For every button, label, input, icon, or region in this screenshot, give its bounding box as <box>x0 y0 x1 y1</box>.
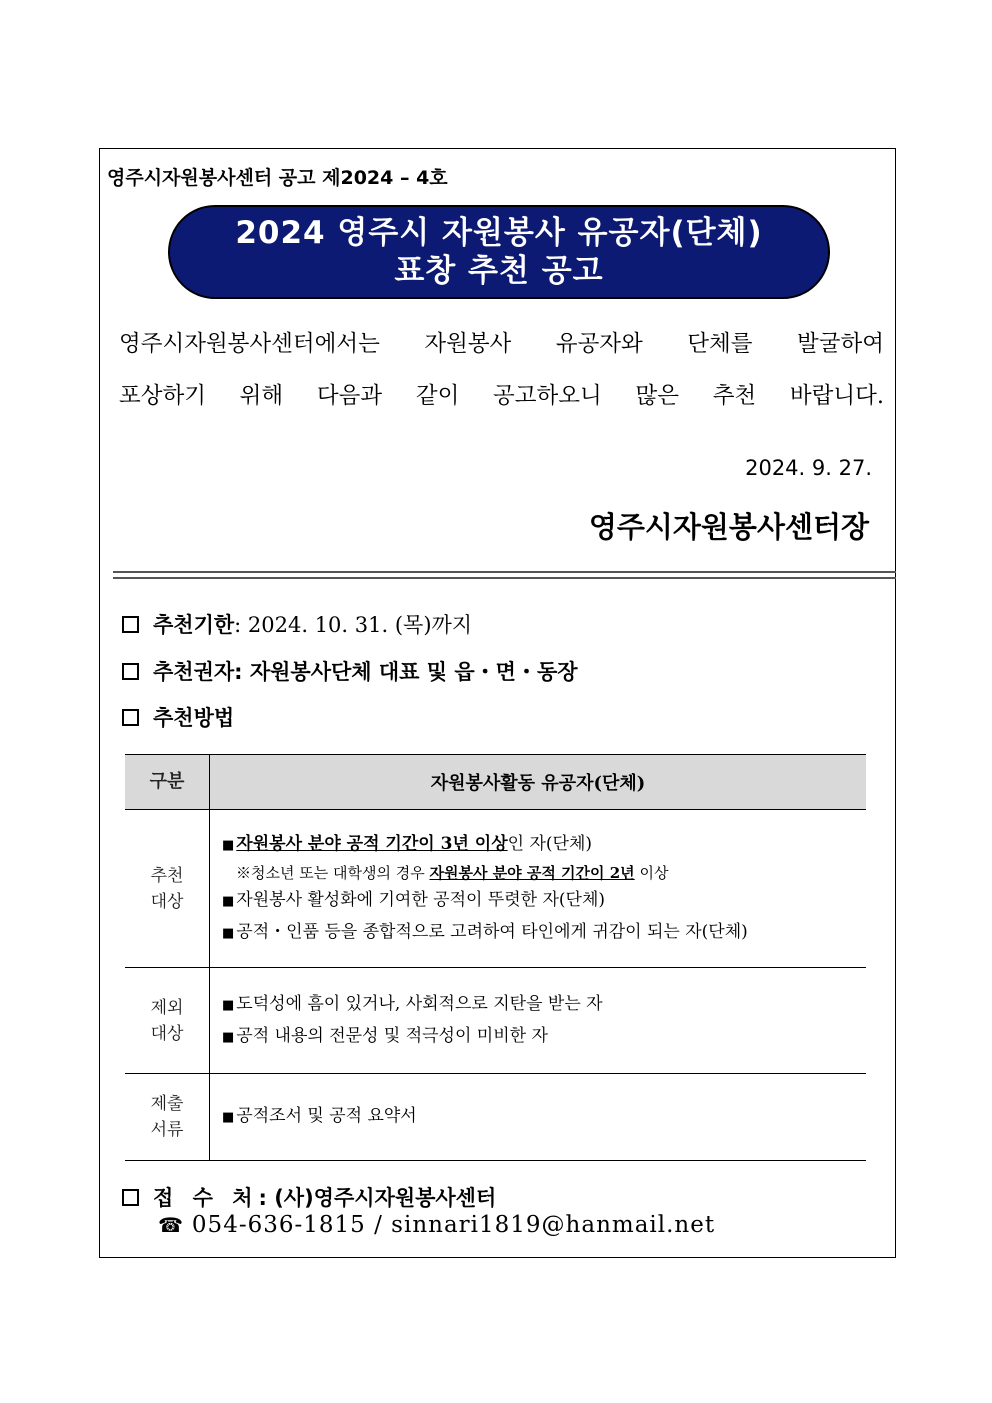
row-content <box>210 1074 867 1161</box>
bullet-text: 인 자(단체) <box>507 833 592 854</box>
criteria-table <box>125 754 866 1161</box>
checkbox-icon <box>122 663 139 680</box>
contact-value: : (사)영주시자원봉사센터 <box>258 1186 497 1210</box>
bullet-square-icon: ■ <box>222 837 235 853</box>
note-highlight: 자원봉사 분야 공적 기간이 2년 <box>429 863 635 882</box>
category-line: 제외 <box>150 997 184 1018</box>
table-header-row <box>125 755 866 810</box>
bullet-text: 자원봉사 활성화에 기여한 공적이 뚜렷한 자(단체) <box>236 889 606 910</box>
note-text: 이상 <box>634 863 669 882</box>
category-line: 추천 <box>150 865 184 886</box>
deadline-item <box>122 609 472 639</box>
deadline-label: 추천기한 <box>153 613 235 637</box>
row-category <box>125 1074 210 1161</box>
recommender-value: : 자원봉사단체 대표 및 읍・면・동장 <box>234 660 578 684</box>
checkbox-icon <box>122 709 139 726</box>
table-row <box>125 968 866 1074</box>
bullet-square-icon: ■ <box>222 1029 235 1045</box>
row-content <box>210 810 867 968</box>
bullet-item <box>222 989 865 1021</box>
bullet-text: 도덕성에 흠이 있거나, 사회적으로 지탄을 받는 자 <box>236 993 603 1014</box>
bullet-text: 공적・인품 등을 종합적으로 고려하여 타인에게 귀감이 되는 자(단체) <box>236 921 748 942</box>
bullet-square-icon: ■ <box>222 1110 235 1125</box>
row-category <box>125 968 210 1074</box>
recommender-label: 추천권자 <box>153 660 235 684</box>
divider-line <box>113 577 896 579</box>
title-line-2: 표창 추천 공고 <box>394 253 604 289</box>
phone-email-line <box>158 1212 715 1238</box>
bullet-square-icon: ■ <box>222 997 235 1013</box>
bullet-item <box>222 917 865 949</box>
contact-label: 접 수 처 <box>153 1186 259 1210</box>
notice-number: 영주시자원봉사센터 공고 제2024 – 4호 <box>107 167 448 189</box>
divider-line <box>113 571 896 573</box>
recommender-item <box>122 656 578 686</box>
bullet-square-icon: ■ <box>222 925 235 941</box>
category-line: 대상 <box>150 891 184 912</box>
title-banner <box>168 205 830 299</box>
note-line <box>222 861 865 885</box>
row-content <box>210 968 867 1074</box>
checkbox-icon <box>122 1189 139 1206</box>
header-title: 자원봉사활동 유공자(단체) <box>210 755 867 810</box>
intro-line-2: 포상하기 위해 다음과 같이 공고하오니 많은 추천 바랍니다. <box>119 383 884 409</box>
telephone-icon: ☎ <box>158 1213 184 1237</box>
highlight-text: 자원봉사 분야 공적 기간이 3년 이상 <box>236 833 508 854</box>
bullet-text: 공적 내용의 전문성 및 적극성이 미비한 자 <box>236 1025 548 1046</box>
table-row <box>125 810 866 968</box>
bullet-item <box>222 829 865 861</box>
row-category <box>125 810 210 968</box>
category-line: 서류 <box>150 1120 184 1140</box>
notice-date: 2024. 9. 27. <box>745 456 872 480</box>
category-line: 대상 <box>150 1023 184 1044</box>
issuer-org: 영주시자원봉사센터장 <box>588 510 869 544</box>
title-line-1: 2024 영주시 자원봉사 유공자(단체) <box>235 215 763 251</box>
checkbox-icon <box>122 616 139 633</box>
deadline-value: : 2024. 10. 31. (목)까지 <box>234 613 473 637</box>
bullet-item <box>222 1021 865 1053</box>
method-label: 추천방법 <box>153 706 235 730</box>
bullet-text: 공적조서 및 공적 요약서 <box>236 1106 417 1126</box>
category-line: 제출 <box>150 1094 184 1114</box>
table-row <box>125 1074 866 1161</box>
contact-item <box>122 1182 496 1212</box>
header-category: 구분 <box>125 755 210 810</box>
method-item <box>122 702 234 732</box>
bullet-item <box>222 885 865 917</box>
phone-email-text: 054-636-1815 / sinnari1819@hanmail.net <box>191 1212 716 1238</box>
bullet-square-icon: ■ <box>222 893 235 909</box>
bullet-item <box>222 1101 865 1133</box>
intro-line-1: 영주시자원봉사센터에서는 자원봉사 유공자와 단체를 발굴하여 <box>119 331 884 357</box>
note-text: ※청소년 또는 대학생의 경우 <box>236 863 430 882</box>
intro-paragraph <box>119 318 884 422</box>
